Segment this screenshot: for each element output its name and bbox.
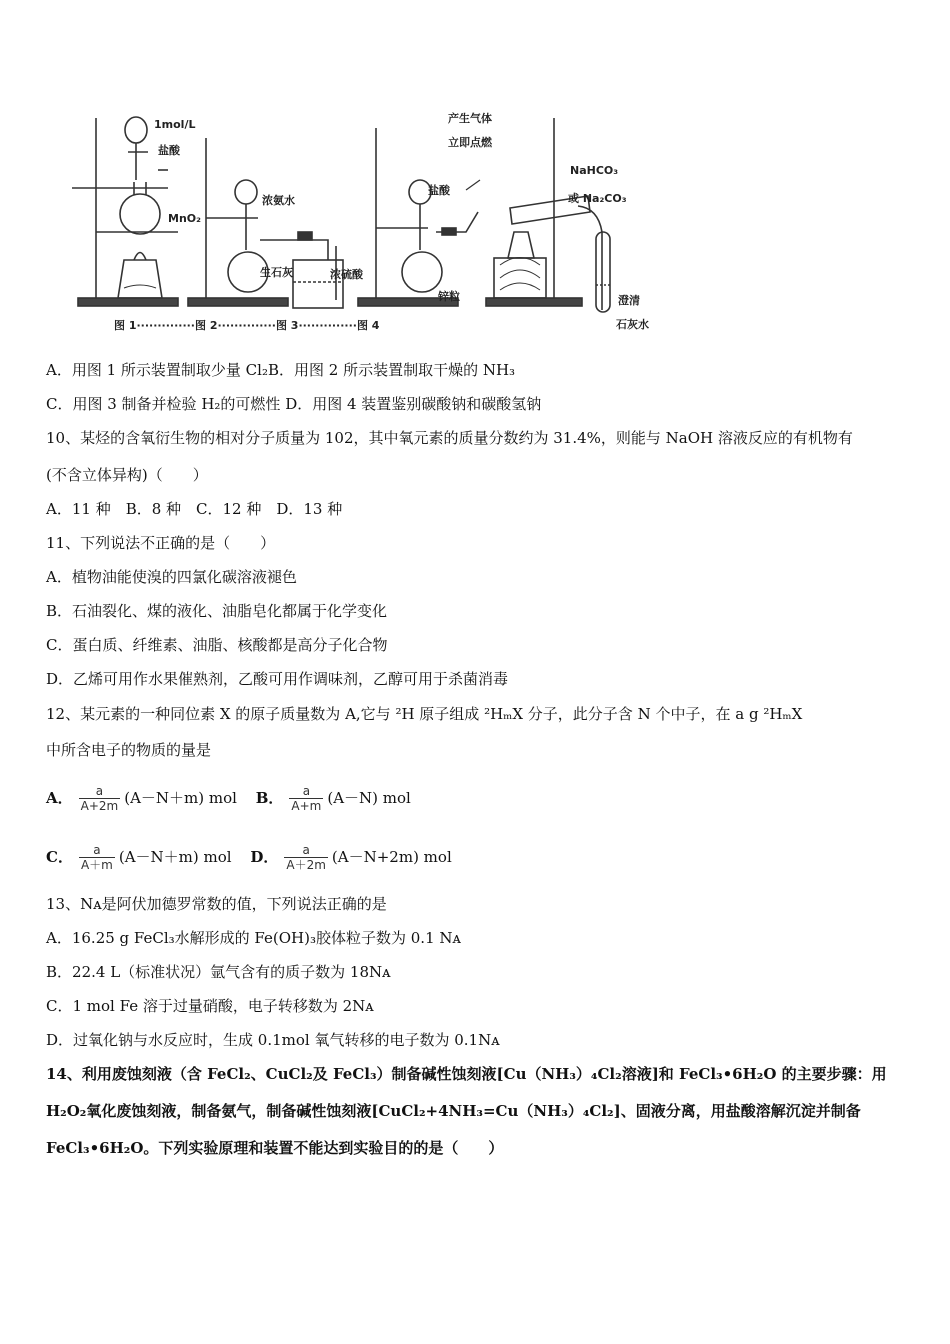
q12-d-fraction: $\frac{a}{A+2m}$ (286, 843, 326, 872)
q9-option-ab: A．用图 1 所示装置制取少量 Cl₂B．用图 2 所示装置制取干燥的 NH₃ (46, 361, 516, 379)
q12-c-label: C． (46, 848, 73, 866)
q13-option-b: B．22.4 L（标准状况）氩气含有的质子数为 18Nᴀ (46, 963, 391, 981)
q11-stem: 11、下列说法不正确的是（ ） (46, 534, 276, 552)
q12-a-label: A． (46, 789, 73, 807)
q14-line-2: H₂O₂氧化废蚀刻液，制备氨气，制备碱性蚀刻液[CuCl₂+4NH₃=Cu（NH₃）₄Cl₂]、固液分离，用盐酸溶解沉淀并制备 (46, 1102, 861, 1120)
q11-option-c: C．蛋白质、纤维素、油脂、核酸都是高分子化合物 (46, 636, 388, 654)
q10-options: A．11 种 B．8 种 C．12 种 D．13 种 (46, 500, 343, 518)
label-limewater-2: 石灰水 (616, 318, 649, 331)
q13-option-c: C．1 mol Fe 溶于过量硝酸，电子转移数为 2Nᴀ (46, 997, 374, 1015)
q13-option-a: A．16.25 g FeCl₃水解形成的 Fe(OH)₃胶体粒子数为 0.1 Nᴀ (46, 929, 461, 947)
q14-line-3: FeCl₃•6H₂O。下列实验原理和装置不能达到实验目的的是（ ） (46, 1139, 504, 1157)
q12-c-fraction: $\frac{a}{A+m}$ (80, 843, 113, 872)
q12-b-label: B． (255, 789, 284, 807)
label-mno2: MnO₂ (168, 212, 201, 225)
q11-option-d: D．乙烯可用作水果催熟剂，乙酸可用作调味剂，乙醇可用于杀菌消毒 (46, 670, 509, 688)
q10-stem-1: 10、某烃的含氧衍生物的相对分子质量为 102，其中氧元素的质量分数约为 31.4%，则能与 NaOH 溶液反应的有机物有 (46, 429, 853, 447)
label-ammonia: 浓氨水 (262, 194, 295, 207)
q14-line-1: 14、利用废蚀刻液（含 FeCl₂、CuCl₂及 FeCl₃）制备碱性蚀刻液[Cu（NH₃）₄Cl₂溶液]和 FeCl₃•6H₂O 的主要步骤：用 (46, 1065, 887, 1083)
figure-caption: 图 1··············图 2··············图 3··············图 4 (114, 319, 380, 332)
label-limewater-1: 澄清 (618, 294, 640, 307)
q12-b-fraction: $\frac{a}{A+m}$ (291, 784, 322, 813)
q13-stem: 13、Nᴀ是阿伏加德罗常数的值，下列说法正确的是 (46, 895, 387, 913)
label-nahco3: NaHCO₃ (570, 164, 619, 177)
q12-d-label: D． (250, 848, 279, 866)
q11-option-b: B．石油裂化、煤的液化、油脂皂化都属于化学变化 (46, 602, 388, 620)
q12-a-fraction: $\frac{a}{A+2m}$ (80, 784, 119, 813)
q12-stem-2: 中所含电子的物质的量是 (46, 741, 212, 759)
apparatus-drawing (68, 100, 668, 340)
label-quicklime: 生石灰 (260, 266, 293, 279)
q12-a-text: (A－N＋m) mol (124, 789, 237, 807)
q12-d-text: (A－N+2m) mol (331, 848, 452, 866)
label-conc-h2so4: 浓硫酸 (330, 268, 363, 281)
q11-option-a: A．植物油能使溴的四氯化碳溶液褪色 (46, 568, 297, 586)
label-zinc: 锌粒 (438, 290, 460, 303)
q12-stem-1: 12、某元素的一种同位素 X 的原子质量数为 A,它与 ²H 原子组成 ²HₘX 分子，此分子含 N 个中子，在 a g ²HₘX (46, 705, 803, 723)
apparatus-figure (68, 100, 668, 340)
label-gas-1: 产生气体 (448, 112, 492, 125)
q12-c-text: (A－N＋m) mol (118, 848, 232, 866)
q12-options-cd (46, 841, 452, 873)
q13-option-d: D．过氧化钠与水反应时，生成 0.1mol 氧气转移的电子数为 0.1Nᴀ (46, 1031, 500, 1049)
label-concentration: 1mol/L (154, 118, 196, 131)
label-gas-2: 立即点燃 (448, 136, 492, 149)
label-na2co3: 或 Na₂CO₃ (568, 192, 627, 205)
label-hcl-1: 盐酸 (158, 144, 180, 157)
q10-stem-2: (不含立体异构)（ ） (46, 466, 208, 484)
label-hcl-3: 盐酸 (428, 184, 450, 197)
q12-b-text: (A－N) mol (327, 789, 411, 807)
q9-option-cd: C．用图 3 制备并检验 H₂的可燃性 D．用图 4 装置鉴别碳酸钠和碳酸氢钠 (46, 395, 542, 413)
q12-options-ab (46, 782, 411, 814)
